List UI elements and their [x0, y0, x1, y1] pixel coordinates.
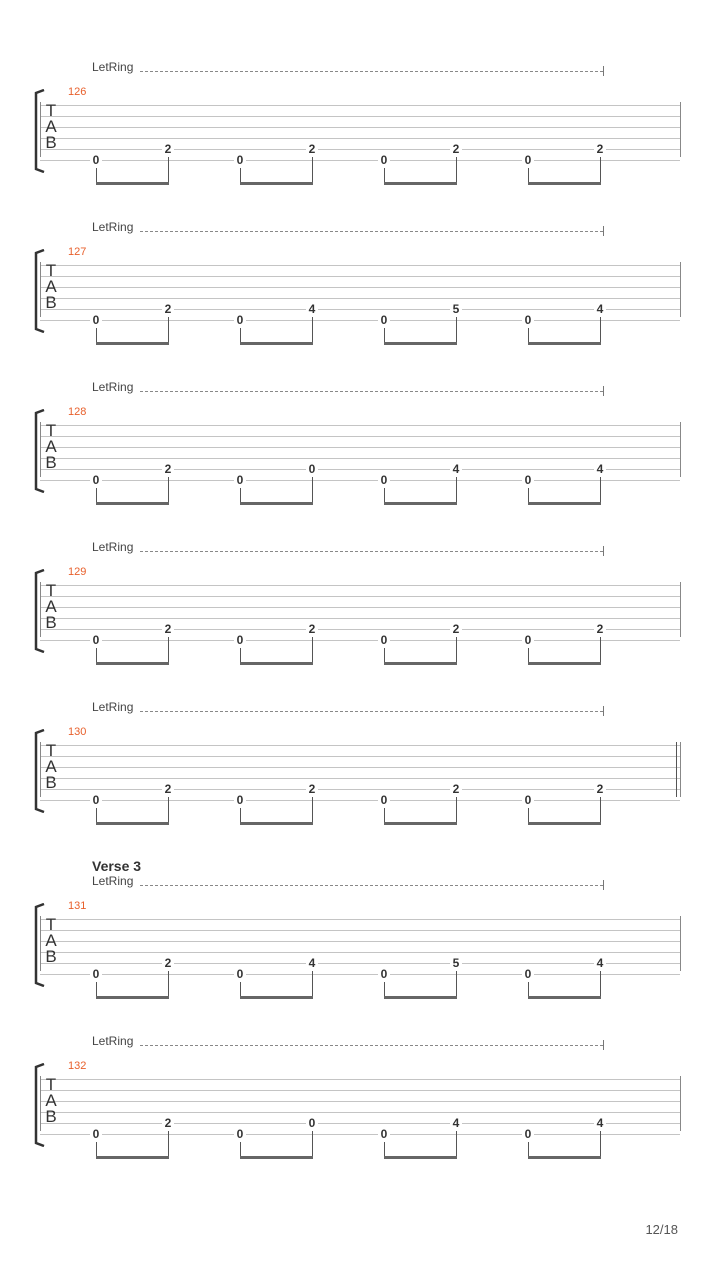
- staff-line: [40, 778, 680, 779]
- tab-clef-letter: B: [45, 1107, 57, 1126]
- tab-clef-letter: A: [45, 437, 57, 456]
- staff-line: [40, 963, 680, 964]
- tab-clef-letter: T: [45, 741, 57, 760]
- staff-line: [40, 447, 680, 448]
- staff-line: [40, 469, 680, 470]
- fret-number: 0: [90, 634, 102, 646]
- note-beam: [384, 822, 457, 825]
- fret-number: 2: [162, 957, 174, 969]
- staff-line: [40, 1134, 680, 1135]
- note-beam: [384, 996, 457, 999]
- staff-end-barline: [680, 916, 681, 971]
- fret-number: 0: [522, 314, 534, 326]
- let-ring-label: LetRing: [92, 700, 134, 714]
- note-beam: [384, 1156, 457, 1159]
- note-stem: [168, 477, 169, 505]
- note-stem: [456, 971, 457, 999]
- staff-line: [40, 800, 680, 801]
- tab-clef: [44, 263, 58, 311]
- fret-number: 0: [234, 154, 246, 166]
- staff-line: [40, 127, 680, 128]
- tab-system: [0, 380, 720, 540]
- fret-number: 2: [162, 623, 174, 635]
- staff-line: [40, 149, 680, 150]
- note-beam: [528, 502, 601, 505]
- note-beam: [240, 822, 313, 825]
- note-beam: [384, 342, 457, 345]
- note-stem: [312, 477, 313, 505]
- fret-number: 0: [234, 794, 246, 806]
- note-stem: [600, 797, 601, 825]
- staff-line: [40, 789, 680, 790]
- bar-number: 129: [68, 566, 87, 578]
- let-ring-label: LetRing: [92, 874, 134, 888]
- note-stem: [312, 971, 313, 999]
- staff-start-barline: [40, 916, 41, 971]
- let-ring-label: LetRing: [92, 1034, 134, 1048]
- note-beam: [96, 662, 169, 665]
- fret-number: 2: [162, 1117, 174, 1129]
- note-beam: [384, 502, 457, 505]
- staff-end-barline: [680, 1076, 681, 1131]
- tab-system: [0, 220, 720, 380]
- note-stem: [312, 317, 313, 345]
- fret-number: 2: [450, 623, 462, 635]
- tab-clef-letter: T: [45, 101, 57, 120]
- staff-end-barline: [680, 742, 681, 797]
- staff-line: [40, 952, 680, 953]
- staff-line: [40, 105, 680, 106]
- staff-line: [40, 276, 680, 277]
- staff-line: [40, 767, 680, 768]
- note-stem: [600, 1131, 601, 1159]
- let-ring-label: LetRing: [92, 220, 134, 234]
- note-beam: [240, 182, 313, 185]
- let-ring-end-mark: [603, 66, 604, 76]
- staff-start-barline: [40, 582, 41, 637]
- fret-number: 0: [378, 154, 390, 166]
- staff-line: [40, 640, 680, 641]
- fret-number: 2: [162, 143, 174, 155]
- fret-number: 4: [594, 1117, 606, 1129]
- note-beam: [528, 822, 601, 825]
- let-ring-dashed-line: [140, 71, 603, 72]
- note-beam: [528, 342, 601, 345]
- fret-number: 0: [90, 794, 102, 806]
- tab-clef: [44, 743, 58, 791]
- tab-clef: [44, 583, 58, 631]
- note-stem: [456, 637, 457, 665]
- fret-number: 0: [522, 794, 534, 806]
- staff-line: [40, 480, 680, 481]
- tab-clef-letter: T: [45, 915, 57, 934]
- let-ring-label: LetRing: [92, 380, 134, 394]
- note-beam: [528, 182, 601, 185]
- tab-system: [0, 700, 720, 860]
- staff-line: [40, 941, 680, 942]
- staff-line: [40, 287, 680, 288]
- tab-clef: [44, 917, 58, 965]
- tab-clef-letter: B: [45, 613, 57, 632]
- bar-number: 130: [68, 726, 87, 738]
- fret-number: 2: [450, 143, 462, 155]
- fret-number: 4: [450, 1117, 462, 1129]
- staff-line: [40, 1112, 680, 1113]
- fret-number: 0: [378, 474, 390, 486]
- fret-number: 2: [306, 623, 318, 635]
- staff-line: [40, 138, 680, 139]
- staff-line: [40, 1090, 680, 1091]
- section-label: Verse 3: [92, 858, 142, 874]
- staff-start-barline: [40, 262, 41, 317]
- page-number: 12/18: [645, 1222, 678, 1237]
- staff-line: [40, 745, 680, 746]
- tab-clef: [44, 1077, 58, 1125]
- fret-number: 0: [378, 314, 390, 326]
- note-stem: [168, 797, 169, 825]
- staff-end-barline: [680, 422, 681, 477]
- staff-line: [40, 265, 680, 266]
- note-stem: [168, 317, 169, 345]
- staff-line: [40, 1101, 680, 1102]
- tab-clef-letter: T: [45, 1075, 57, 1094]
- fret-number: 5: [450, 957, 462, 969]
- note-beam: [384, 662, 457, 665]
- tab-system: [0, 1034, 720, 1194]
- staff-line: [40, 458, 680, 459]
- note-stem: [600, 637, 601, 665]
- staff-line: [40, 116, 680, 117]
- tab-clef-letter: B: [45, 947, 57, 966]
- fret-number: 0: [522, 474, 534, 486]
- staff-line: [40, 930, 680, 931]
- staff-start-barline: [40, 1076, 41, 1131]
- fret-number: 2: [450, 783, 462, 795]
- note-beam: [240, 502, 313, 505]
- note-beam: [384, 182, 457, 185]
- note-stem: [600, 477, 601, 505]
- bar-number: 132: [68, 1060, 87, 1072]
- staff-line: [40, 1123, 680, 1124]
- note-stem: [600, 157, 601, 185]
- staff-line: [40, 320, 680, 321]
- staff-line: [40, 618, 680, 619]
- let-ring-end-mark: [603, 226, 604, 236]
- tab-clef-letter: A: [45, 277, 57, 296]
- fret-number: 4: [594, 957, 606, 969]
- note-stem: [600, 971, 601, 999]
- let-ring-end-mark: [603, 1040, 604, 1050]
- staff-line: [40, 596, 680, 597]
- bar-number: 131: [68, 900, 87, 912]
- staff-line: [40, 607, 680, 608]
- tab-clef-letter: A: [45, 757, 57, 776]
- fret-number: 0: [90, 474, 102, 486]
- tab-clef-letter: B: [45, 293, 57, 312]
- let-ring-dashed-line: [140, 551, 603, 552]
- bar-number: 127: [68, 246, 87, 258]
- fret-number: 0: [234, 968, 246, 980]
- tab-clef-letter: T: [45, 421, 57, 440]
- fret-number: 0: [306, 1117, 318, 1129]
- note-stem: [168, 1131, 169, 1159]
- note-beam: [528, 1156, 601, 1159]
- fret-number: 4: [594, 463, 606, 475]
- tab-system: [0, 858, 720, 1034]
- fret-number: 4: [306, 303, 318, 315]
- bar-number: 126: [68, 86, 87, 98]
- note-stem: [456, 477, 457, 505]
- note-stem: [312, 1131, 313, 1159]
- tab-clef-letter: A: [45, 1091, 57, 1110]
- note-beam: [96, 502, 169, 505]
- staff-line: [40, 919, 680, 920]
- tab-system: [0, 60, 720, 220]
- fret-number: 4: [594, 303, 606, 315]
- staff-line: [40, 309, 680, 310]
- staff-line: [40, 629, 680, 630]
- staff-line: [40, 425, 680, 426]
- note-beam: [96, 996, 169, 999]
- tab-clef-letter: B: [45, 773, 57, 792]
- tab-clef-letter: T: [45, 261, 57, 280]
- fret-number: 0: [234, 1128, 246, 1140]
- fret-number: 2: [594, 783, 606, 795]
- fret-number: 0: [90, 154, 102, 166]
- fret-number: 0: [378, 634, 390, 646]
- note-stem: [456, 1131, 457, 1159]
- fret-number: 0: [522, 968, 534, 980]
- fret-number: 0: [234, 474, 246, 486]
- let-ring-dashed-line: [140, 231, 603, 232]
- fret-number: 4: [306, 957, 318, 969]
- note-beam: [96, 822, 169, 825]
- note-beam: [96, 342, 169, 345]
- let-ring-end-mark: [603, 546, 604, 556]
- tab-system: [0, 540, 720, 700]
- note-stem: [312, 157, 313, 185]
- tab-clef: [44, 103, 58, 151]
- fret-number: 0: [90, 314, 102, 326]
- tab-clef: [44, 423, 58, 471]
- staff-end-barline: [680, 102, 681, 157]
- note-stem: [456, 797, 457, 825]
- note-stem: [312, 637, 313, 665]
- let-ring-end-mark: [603, 386, 604, 396]
- tab-clef-letter: B: [45, 453, 57, 472]
- note-beam: [96, 1156, 169, 1159]
- note-stem: [456, 157, 457, 185]
- staff-line: [40, 1079, 680, 1080]
- staff-start-barline: [40, 422, 41, 477]
- let-ring-dashed-line: [140, 885, 603, 886]
- tab-clef-letter: A: [45, 931, 57, 950]
- staff-start-barline: [40, 742, 41, 797]
- note-beam: [240, 662, 313, 665]
- fret-number: 2: [594, 143, 606, 155]
- tab-clef-letter: B: [45, 133, 57, 152]
- note-stem: [168, 971, 169, 999]
- note-beam: [240, 996, 313, 999]
- fret-number: 5: [450, 303, 462, 315]
- fret-number: 0: [378, 794, 390, 806]
- staff-end-barline: [680, 262, 681, 317]
- let-ring-end-mark: [603, 880, 604, 890]
- let-ring-label: LetRing: [92, 60, 134, 74]
- note-beam: [528, 996, 601, 999]
- tab-clef-letter: T: [45, 581, 57, 600]
- fret-number: 2: [162, 783, 174, 795]
- note-beam: [240, 1156, 313, 1159]
- staff-line: [40, 756, 680, 757]
- fret-number: 0: [306, 463, 318, 475]
- let-ring-dashed-line: [140, 391, 603, 392]
- fret-number: 2: [162, 463, 174, 475]
- fret-number: 2: [162, 303, 174, 315]
- bar-number: 128: [68, 406, 87, 418]
- staff-line: [40, 436, 680, 437]
- note-beam: [528, 662, 601, 665]
- final-double-barline: [676, 742, 677, 797]
- note-stem: [312, 797, 313, 825]
- fret-number: 0: [522, 154, 534, 166]
- fret-number: 0: [234, 314, 246, 326]
- let-ring-end-mark: [603, 706, 604, 716]
- staff-start-barline: [40, 102, 41, 157]
- fret-number: 2: [306, 783, 318, 795]
- note-stem: [600, 317, 601, 345]
- staff-line: [40, 298, 680, 299]
- fret-number: 0: [378, 1128, 390, 1140]
- note-stem: [168, 157, 169, 185]
- staff-line: [40, 585, 680, 586]
- fret-number: 2: [306, 143, 318, 155]
- note-stem: [168, 637, 169, 665]
- tab-clef-letter: A: [45, 117, 57, 136]
- fret-number: 2: [594, 623, 606, 635]
- fret-number: 0: [90, 968, 102, 980]
- fret-number: 0: [522, 634, 534, 646]
- let-ring-label: LetRing: [92, 540, 134, 554]
- note-stem: [456, 317, 457, 345]
- fret-number: 0: [522, 1128, 534, 1140]
- fret-number: 0: [378, 968, 390, 980]
- staff-line: [40, 974, 680, 975]
- let-ring-dashed-line: [140, 1045, 603, 1046]
- let-ring-dashed-line: [140, 711, 603, 712]
- note-beam: [240, 342, 313, 345]
- fret-number: 0: [90, 1128, 102, 1140]
- fret-number: 4: [450, 463, 462, 475]
- note-beam: [96, 182, 169, 185]
- tab-clef-letter: A: [45, 597, 57, 616]
- staff-line: [40, 160, 680, 161]
- fret-number: 0: [234, 634, 246, 646]
- staff-end-barline: [680, 582, 681, 637]
